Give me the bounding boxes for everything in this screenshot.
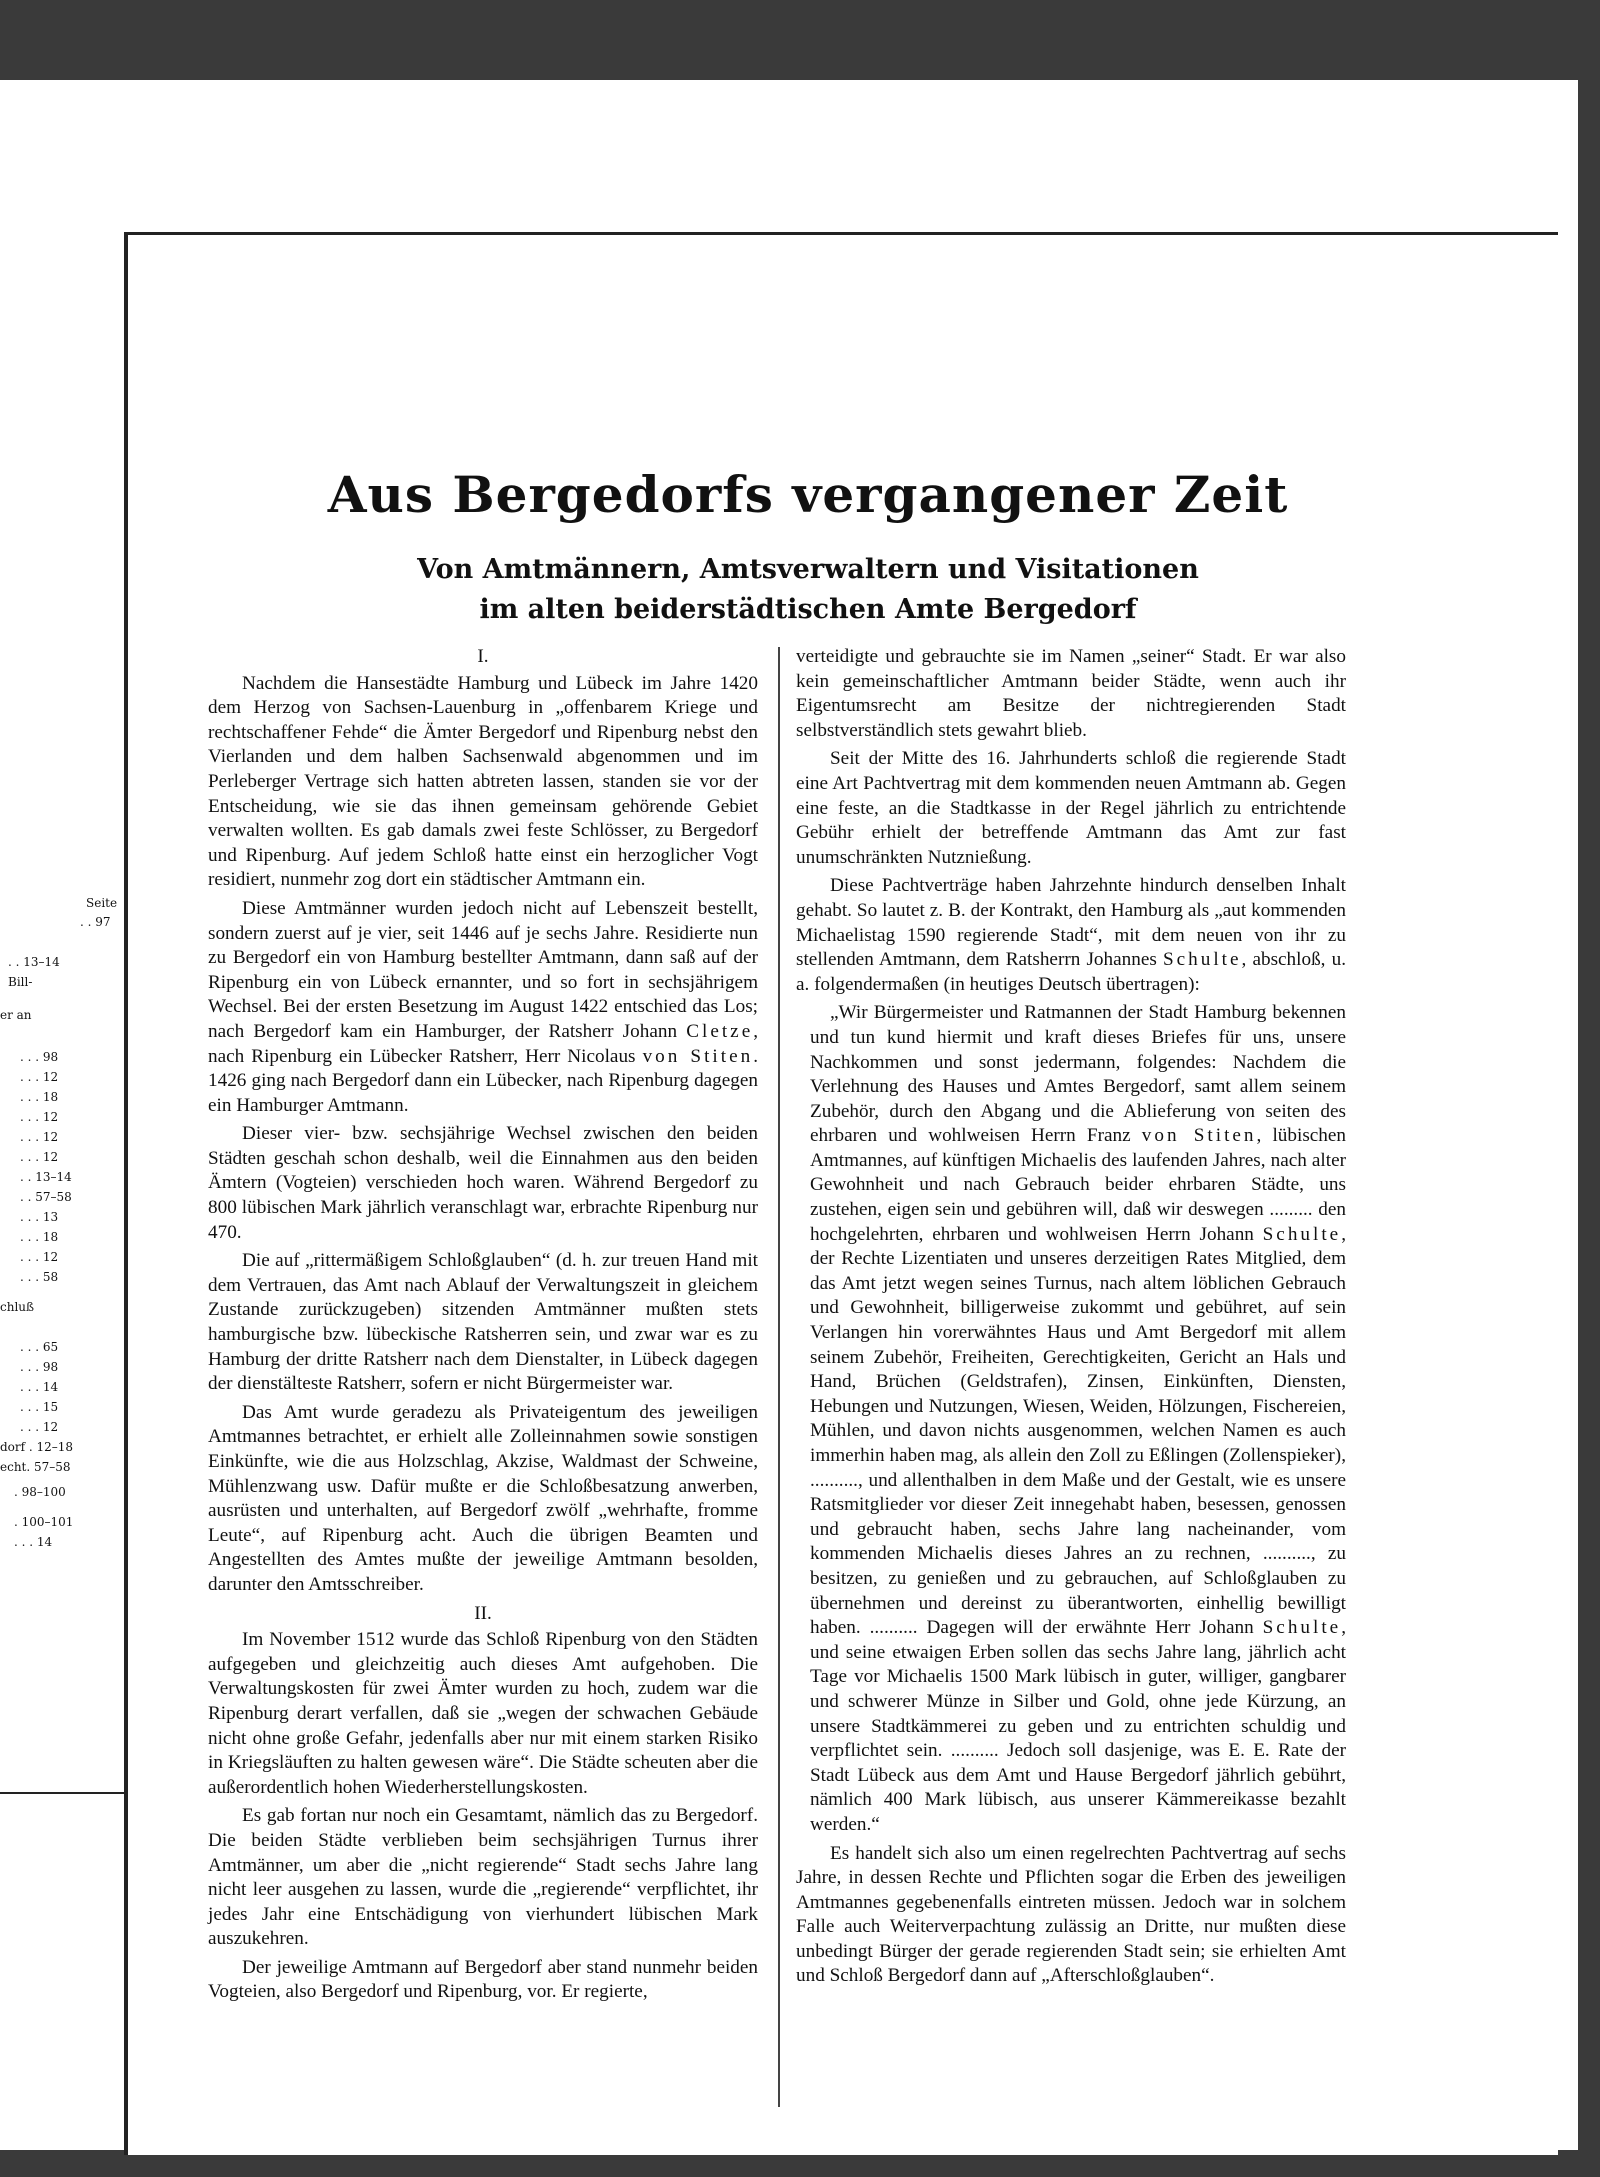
prev-page-line: . . . 12 bbox=[20, 1110, 59, 1124]
prev-page-line: . . . 12 bbox=[20, 1130, 59, 1144]
person-name: von Stiten bbox=[642, 1045, 754, 1067]
paragraph: Der jeweilige Amtmann auf Bergedorf aber stand nunmehr beiden Vogteien, also Bergedorf und Ripenburg, vor. Er regierte, bbox=[208, 1956, 758, 2003]
text-run: , nach Ripenburg ein Lübecker Ratsherr, Herr Nicolaus bbox=[208, 1020, 759, 1067]
column-divider bbox=[778, 647, 780, 2107]
prev-page-line: . . . 12 bbox=[20, 1420, 59, 1434]
subtitle-line: im alten beiderstädtischen Amte Bergedorf bbox=[479, 594, 1137, 625]
prev-page-line: . . . 58 bbox=[20, 1270, 59, 1284]
paragraph: Das Amt wurde geradezu als Privateigentum des jeweiligen Amtmannes betrachtet, er erhielt alle Zolleinnahmen sowie sonstigen Einkünfte, wie die aus Holzschlag, Akzise, Waldmast der Schweine, Mühlenzwang usw. Dafür mußte er die Schloßbesatzung anwerben, ausrüsten und unterhalten, auf Bergedorf zwölf „wehrhafte, fromme Leute“, auf Ripenburg acht. Auch die übrigen Beamten und Angestellten des Amtes mußte der jeweilige Amtmann besolden, darunter den Amtsschreiber. bbox=[208, 1401, 758, 1595]
prev-page-line: . . . 65 bbox=[20, 1340, 59, 1354]
prev-page-line: . . . 14 bbox=[14, 1535, 53, 1549]
prev-page-line: . . . 12 bbox=[20, 1070, 59, 1084]
prev-page-line: chluß bbox=[0, 1300, 35, 1314]
paragraph: Seit der Mitte des 16. Jahrhunderts schloß die regierende Stadt eine Art Pachtvertrag mit dem kommenden neuen Amtmann ab. Gegen eine feste, an die Stadtkasse in der Regel jährlich zu entrichtende Gebühr erhielt der betreffende Amtmann das Amt zur fast unumschränkten Nutznießung. bbox=[796, 748, 1346, 868]
text-run: , lübischen Amtmannes, auf künftigen Michaelis des laufenden Jahres, nach alter Gewohnheit und nach Gebrauch beider ehrbaren Städte, uns zustehen, eigen sein und gebühren will, daß wir deswegen ......... den hochgelehrten, ehrbaren und wohlweisen Herrn Johann bbox=[810, 1125, 1347, 1245]
text-run: Diese Amtmänner wurden jedoch nicht auf Lebenszeit bestellt, sondern zuerst auf je vier, seit 1446 auf je sechs Jahre. Residierte nun zu Bergedorf ein von Hamburg bestellter Amtmann, dann saß auf der Ripenburg ein von Lübeck ernannter, und so fort in sechsjährigem Wechsel. Bei der ersten Besetzung im August 1422 entschied das Los; nach Bergedorf kam ein Hamburger, der Ratsherr Johann bbox=[208, 897, 758, 1042]
paragraph: Nachdem die Hansestädte Hamburg und Lübeck im Jahre 1420 dem Herzog von Sachsen-Lauenburg in „offenbarem Kriege und rechtschaffener Fehde“ die Ämter Bergedorf und Ripenburg nebst den Vierlanden und dem halben Sachsenwald abgenommen und im Perleberger Vertrage sich hatten abtreten lassen, standen sie vor der Entscheidung, wie sie das ihnen gemeinsam gehörende Gebiet verwalten wollten. Es gab damals zwei feste Schlösser, zu Bergedorf und Ripenburg. Auf jedem Schloß hatte einst ein herzoglicher Vogt residiert, nunmehr zog dort ein städtischer Amtmann ein. bbox=[208, 672, 758, 891]
prev-page-line: . . . 15 bbox=[20, 1400, 59, 1414]
prev-page-line: . . . 12 bbox=[20, 1150, 59, 1164]
prev-page-line: . . . 13 bbox=[20, 1210, 59, 1224]
paragraph bbox=[208, 897, 758, 1118]
prev-page-line: . . 13–14 bbox=[8, 955, 60, 969]
section-heading: II. bbox=[474, 1602, 492, 1624]
article-page bbox=[124, 232, 1558, 2155]
text-run: , abschloß, u. a. folgendermaßen (in heutiges Deutsch übertragen): bbox=[796, 949, 1346, 995]
paragraph: Es handelt sich also um einen regelrechten Pachtvertrag auf sechs Jahre, in dessen Rechte und Pflichten sogar die Erben des jeweiligen Amtmannes gegebenenfalls eintreten müssen. Jedoch war in solchem Falle auch Weiterverpachtung zulässig an Dritte, nur mußten diese unbedingt Bürger der gerade regierenden Stadt sein; sie erhielten Amt und Schloß Bergedorf dann auf „Afterschloßglauben“. bbox=[796, 1842, 1346, 1987]
paragraph: Dieser vier- bzw. sechsjährige Wechsel zwischen den beiden Städten geschah schon deshalb, weil die Einnahmen aus den beiden Ämtern (Vogteien) verschieden hoch waren. Während Bergedorf zu 800 lübischen Mark jährlich veranschlagt war, erbrachte Ripenburg nur 470. bbox=[208, 1123, 758, 1243]
prev-page-line: . . . 12 bbox=[20, 1250, 59, 1264]
prev-page-line: echt. 57–58 bbox=[0, 1460, 71, 1474]
text-run: „Wir Bürgermeister und Ratmannen der Stadt Hamburg bekennen und tun kund hiermit und kraft dieses Briefes für uns, unsere Nachkommen und sonst jedermann, folgendes: Nachdem die Verlehnung des Hauses und Amtes Bergedorf, samt allem seinem Zubehör, durch den Abgang und die Ablieferung von seiten des ehrbaren und wohlweisen Herrn Franz bbox=[810, 1002, 1346, 1147]
paragraph: Im November 1512 wurde das Schloß Ripenburg von den Städten aufgegeben und gleichzeitig auch dieses Amt aufgehoben. Die Verwaltungskosten für zwei Ämter wurden zu hoch, zudem war die Ripenburg derart verfallen, daß sie „wegen der schwachen Gebäude nicht ohne große Gefahr, jedenfalls aber nur mit einem starken Risiko in Kriegsläuften zu halten gewesen wäre“. Die Städte scheuten aber die außerordentlich hohen Wiederherstellungskosten. bbox=[208, 1629, 758, 1798]
prev-page-line: . . 13–14 bbox=[20, 1170, 72, 1184]
section-heading: I. bbox=[477, 646, 489, 667]
article-title: Aus Bergedorfs vergangener Zeit bbox=[327, 465, 1289, 524]
prev-page-line: dorf . 12–18 bbox=[0, 1440, 74, 1454]
prev-page-line: . . . 98 bbox=[20, 1050, 59, 1064]
prev-page-line: . . . 98 bbox=[20, 1360, 59, 1374]
prev-page-line: Bill- bbox=[8, 975, 33, 989]
person-name: Schulte bbox=[1262, 1223, 1342, 1245]
paragraph: Es gab fortan nur noch ein Gesamtamt, nämlich das zu Bergedorf. Die beiden Städte verblieben beim sechsjährigen Turnus ihrer Amtmänner, um aber die „nicht regierende“ Stadt sechs Jahre lang nicht leer ausgehen zu lassen, wurde die „regierende“ verpflichtet, ihr jedes Jahr eine Entschädigung von vierhundert lübischen Mark auszukehren. bbox=[208, 1805, 758, 1950]
person-name: Schulte bbox=[1162, 949, 1242, 971]
person-name: Cletze bbox=[686, 1020, 754, 1042]
prev-page-line: . . 97 bbox=[80, 915, 111, 929]
right-column bbox=[796, 645, 1346, 1993]
prev-page-rule bbox=[0, 1792, 138, 1794]
prev-page-line: er an bbox=[0, 1008, 32, 1022]
text-run: , und seine etwaigen Erben sollen das sechs Jahre lang, jährlich acht Tage vor Michaelis 1500 Mark lübisch in guter, williger, gangbarer und schwerer Münze in Silber und Gold, ohne jede Kürzung, an unsere Stadtkämmerei zu geben und zu entrichten schuldig und verpflichtet sein. .......... Jedoch soll dasjenige, was E. E. Rate der Stadt Lübeck aus dem Amt und Hause Bergedorf jährlich gebührt, nämlich 400 Mark lübisch, aus unserer Kämmereikasse bezahlt werden.“ bbox=[810, 1617, 1346, 1835]
prev-page-line: . 98–100 bbox=[14, 1485, 66, 1499]
person-name: von Stiten bbox=[1141, 1125, 1257, 1147]
prev-page-line: Seite bbox=[86, 896, 118, 910]
prev-page-line: . 100–101 bbox=[14, 1515, 74, 1529]
prev-page-line: . . . 18 bbox=[20, 1090, 59, 1104]
scan-border-top bbox=[0, 0, 1600, 80]
subtitle-line: Von Amtmännern, Amtsverwaltern und Visitationen bbox=[417, 554, 1199, 585]
text-run: . 1426 ging nach Bergedorf dann ein Lübecker, nach Ripenburg dagegen ein Hamburger Amtmann. bbox=[208, 1045, 758, 1116]
left-column bbox=[208, 645, 758, 2009]
person-name: Schulte bbox=[1262, 1617, 1342, 1639]
prev-page-line: . . . 14 bbox=[20, 1380, 59, 1394]
text-run: , der Rechte Lizentiaten und unseres derzeitigen Rates Mitglied, dem das Amt jetzt wegen seines Turnus, nach altem löblichen Gebrauch und Gewohnheit, billigerweise zukommt und gebühret, auf sein Verlangen hin vorerwähntes Haus und Amt Bergedorf mit allem seinem Zubehör, Freiheiten, Gerechtigkeiten, Gericht an Hals und Hand, Brüchen (Geldstrafen), Zinsen, Einkünften, Diensten, Hebungen und Nutzungen, Wiesen, Weiden, Hölzungen, Fischereien, Mühlen, und davon nichts ausgenommen, welchen Namen es auch immerhin haben mag, als allein den Zoll zu Eßlingen (Zollenspieker), .........., und allenthalben in dem Maße und der Gestalt, wie es unsere Ratsmitglieder vor dieser Zeit innegehabt haben, besessen, genossen und gebraucht haben, sechs Jahre lang nacheinander, vom kommenden Michaelis dieses Jahres an zu rechnen, .........., zu besitzen, zu genießen und zu gebrauchen, auf Schloßglauben zu übernehmen und dereinst zu überantworten, einhellig bewilligt haben. .......... Dagegen will der erwähnte Herr Johann bbox=[810, 1223, 1346, 1639]
paragraph: Die auf „rittermäßigem Schloßglauben“ (d. h. zur treuen Hand mit dem Vertrauen, das Amt nach Ablauf der Verwaltungszeit in gleichem Zustande zurückzugeben) sitzenden Amtmänner mußten stets hamburgische bzw. lübeckische Ratsherren sein, und zwar war es zu Hamburg der dritte Ratsherr nach dem Dienstalter, in Lübeck dagegen der dienstälteste Ratsherr, sofern er nicht Bürgermeister war. bbox=[208, 1250, 758, 1395]
scan-border-right bbox=[1578, 60, 1600, 2177]
paragraph bbox=[796, 874, 1346, 997]
paragraph: verteidigte und gebrauchte sie im Namen „seiner“ Stadt. Er war also kein gemeinschaftlicher Amtmann beider Städte, wenn auch ihr Eigentumsrecht am Besitze der nichtregierenden Stadt selbstverständlich stets gewahrt blieb. bbox=[796, 646, 1346, 741]
text-run: Diese Pachtverträge haben Jahrzehnte hindurch denselben Inhalt gehabt. So lautet z. B. der Kontrakt, den Hamburg als „aut kommenden Michaelistag 1590 regierende Stadt“, mit dem neuen von ihr zu stellenden Amtmann, dem Ratsherrn Johannes bbox=[796, 875, 1346, 971]
prev-page-line: . . . 18 bbox=[20, 1230, 59, 1244]
article-subtitle bbox=[278, 550, 1338, 630]
quoted-contract bbox=[810, 1001, 1346, 1837]
prev-page-line: . . 57–58 bbox=[20, 1190, 72, 1204]
